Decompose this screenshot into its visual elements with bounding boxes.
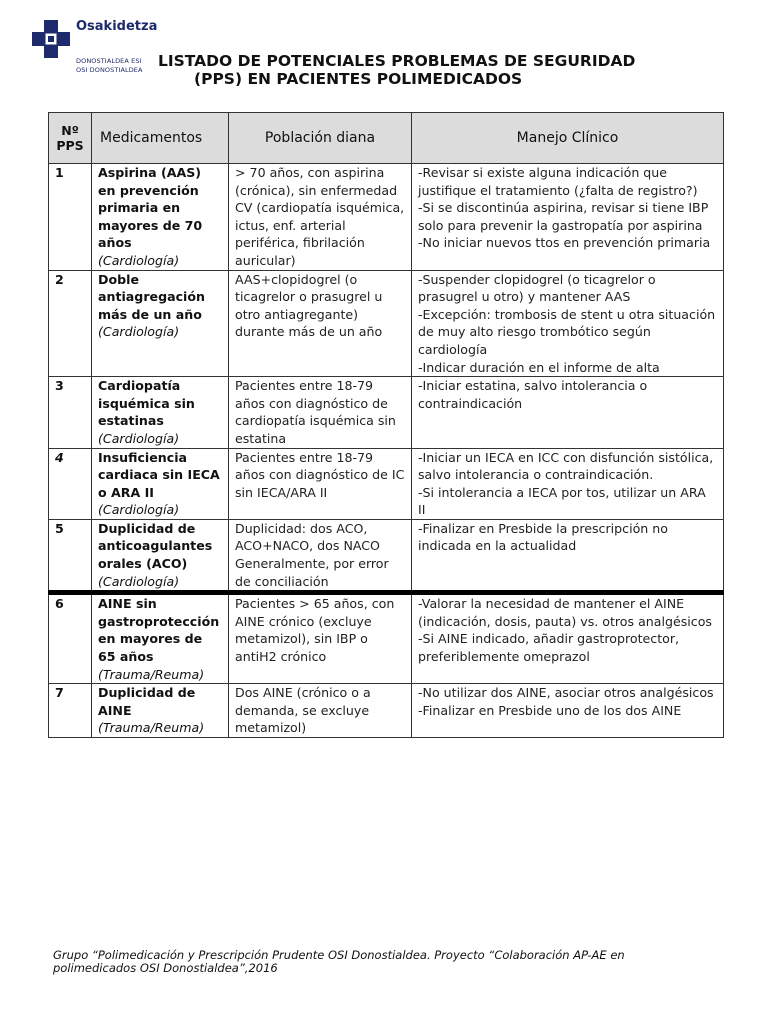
specialty: (Trauma/Reuma): [98, 720, 205, 736]
medication-cell: [92, 377, 229, 448]
population-cell: AAS+clopidogrel (o ticagrelor o prasugrel u otro antiagregante) durante más de un año: [229, 270, 412, 377]
row-number: 7: [49, 684, 92, 738]
management-line: -No utilizar dos AINE, asociar otros analgésicos: [418, 685, 714, 701]
table-row: [49, 164, 724, 271]
management-line: -Si AINE indicado, añadir gastroprotector, preferiblemente omeprazol: [418, 631, 680, 665]
medication-name: Insuficiencia cardiaca sin IECA o ARA II: [98, 449, 220, 500]
population-cell: > 70 años, con aspirina (crónica), sin enfermedad CV (cardiopatía isquémica, ictus, enf. arterial periférica, fibrilación auricular): [229, 164, 412, 271]
management-line: -Finalizar en Presbide la prescripción no indicada en la actualidad: [418, 520, 668, 554]
medication-name: Doble antiagregación más de un año: [98, 271, 205, 322]
table-row: [49, 519, 724, 592]
row-number: 1: [49, 164, 92, 271]
management-line: -Indicar duración en el informe de alta: [418, 359, 660, 375]
specialty: (Trauma/Reuma): [98, 666, 205, 682]
management-line: -No iniciar nuevos ttos en prevención primaria: [418, 235, 711, 251]
management-line: -Iniciar estatina, salvo intolerancia o contraindicación: [418, 378, 648, 411]
table-row: [49, 377, 724, 448]
management-line: -Iniciar un IECA en ICC con disfunción sistólica, salvo intolerancia o contraindicación.: [418, 449, 714, 483]
brand-subtitle-esi: DONOSTIALDEA ESI: [76, 57, 142, 65]
table-row: [49, 270, 724, 377]
header-poblacion: Población diana: [229, 113, 412, 164]
row-number: 6: [49, 593, 92, 684]
page-title-line-2: (PPS) EN PACIENTES POLIMEDICADOS: [194, 70, 523, 88]
management-line: -Revisar si existe alguna indicación que justifique el tratamiento (¿falta de registro?): [418, 165, 698, 198]
specialty: (Cardiología): [98, 430, 180, 446]
population-cell: Duplicidad: dos ACO, ACO+NACO, dos NACO Generalmente, por error de conciliación: [229, 519, 412, 592]
management-cell: [412, 684, 724, 738]
population-cell: Pacientes entre 18-79 años con diagnóstico de cardiopatía isquémica sin estatina: [229, 377, 412, 448]
management-cell: [412, 519, 724, 592]
table-header-row: [49, 113, 724, 164]
row-number: 2: [49, 270, 92, 377]
brand-subtitle-osi: OSI DONOSTIALDEA: [76, 66, 143, 74]
medication-cell: [92, 593, 229, 684]
medication-name: Cardiopatía isquémica sin estatinas: [98, 378, 195, 429]
population-cell: Pacientes > 65 años, con AINE crónico (excluye metamizol), sin IBP o antiH2 crónico: [229, 593, 412, 684]
page-title: [158, 52, 738, 88]
header-num: Nº PPS: [49, 113, 92, 164]
footer-credit: Grupo “Polimedicación y Prescripción Prudente OSI Donostialdea. Proyecto “Colaboración AP-AE en polimedicados OSI Donostialdea”,2016: [53, 948, 625, 975]
header-manejo: Manejo Clínico: [412, 113, 724, 164]
row-number: 5: [49, 519, 92, 592]
osakidetza-cross-icon: [30, 18, 72, 60]
pps-table: [48, 112, 724, 738]
medication-cell: [92, 448, 229, 519]
management-cell: [412, 164, 724, 271]
management-line: -Valorar la necesidad de mantener el AINE (indicación, dosis, pauta) vs. otros analgésicos: [418, 596, 712, 629]
medication-cell: [92, 164, 229, 271]
management-line: -Suspender clopidogrel (o ticagrelor o prasugrel u otro) y mantener AAS: [418, 271, 656, 305]
management-line: -Si intolerancia a IECA por tos, utilizar un ARA II: [418, 484, 706, 518]
medication-name: Duplicidad de AINE: [98, 685, 196, 718]
specialty: (Cardiología): [98, 252, 180, 268]
table-row: [49, 448, 724, 519]
management-line: -Excepción: trombosis de stent u otra situación de muy alto riesgo trombótico según cardiología: [418, 306, 716, 357]
specialty: (Cardiología): [98, 502, 180, 518]
medication-name: Duplicidad de anticoagulantes orales (ACO): [98, 520, 213, 572]
medication-name: AINE sin gastroprotección en mayores de 65 años: [98, 596, 220, 665]
page-title-line-1: LISTADO DE POTENCIALES PROBLEMAS DE SEGURIDAD: [158, 52, 636, 70]
medication-cell: [92, 519, 229, 592]
medication-cell: [92, 684, 229, 738]
specialty: (Cardiología): [98, 324, 180, 340]
osakidetza-logo: [30, 18, 160, 78]
management-cell: [412, 270, 724, 377]
row-number: 3: [49, 377, 92, 448]
specialty: (Cardiología): [98, 573, 180, 589]
management-cell: [412, 377, 724, 448]
medication-cell: [92, 270, 229, 377]
medication-name: Aspirina (AAS) en prevención primaria en mayores de 70 años: [98, 165, 203, 251]
table-row: [49, 593, 724, 684]
header-medicamentos: Medicamentos: [92, 113, 229, 164]
table-row: [49, 684, 724, 738]
management-line: -Finalizar en Presbide uno de los dos AINE: [418, 702, 682, 718]
brand-name: Osakidetza: [76, 19, 158, 34]
management-line: -Si se discontinúa aspirina, revisar si tiene IBP solo para prevenir la gastropatía por aspirina: [418, 200, 709, 233]
row-number: 4: [49, 448, 92, 519]
management-cell: [412, 448, 724, 519]
population-cell: Dos AINE (crónico o a demanda, se excluye metamizol): [229, 684, 412, 738]
population-cell: Pacientes entre 18-79 años con diagnóstico de IC sin IECA/ARA II: [229, 448, 412, 519]
management-cell: [412, 593, 724, 684]
